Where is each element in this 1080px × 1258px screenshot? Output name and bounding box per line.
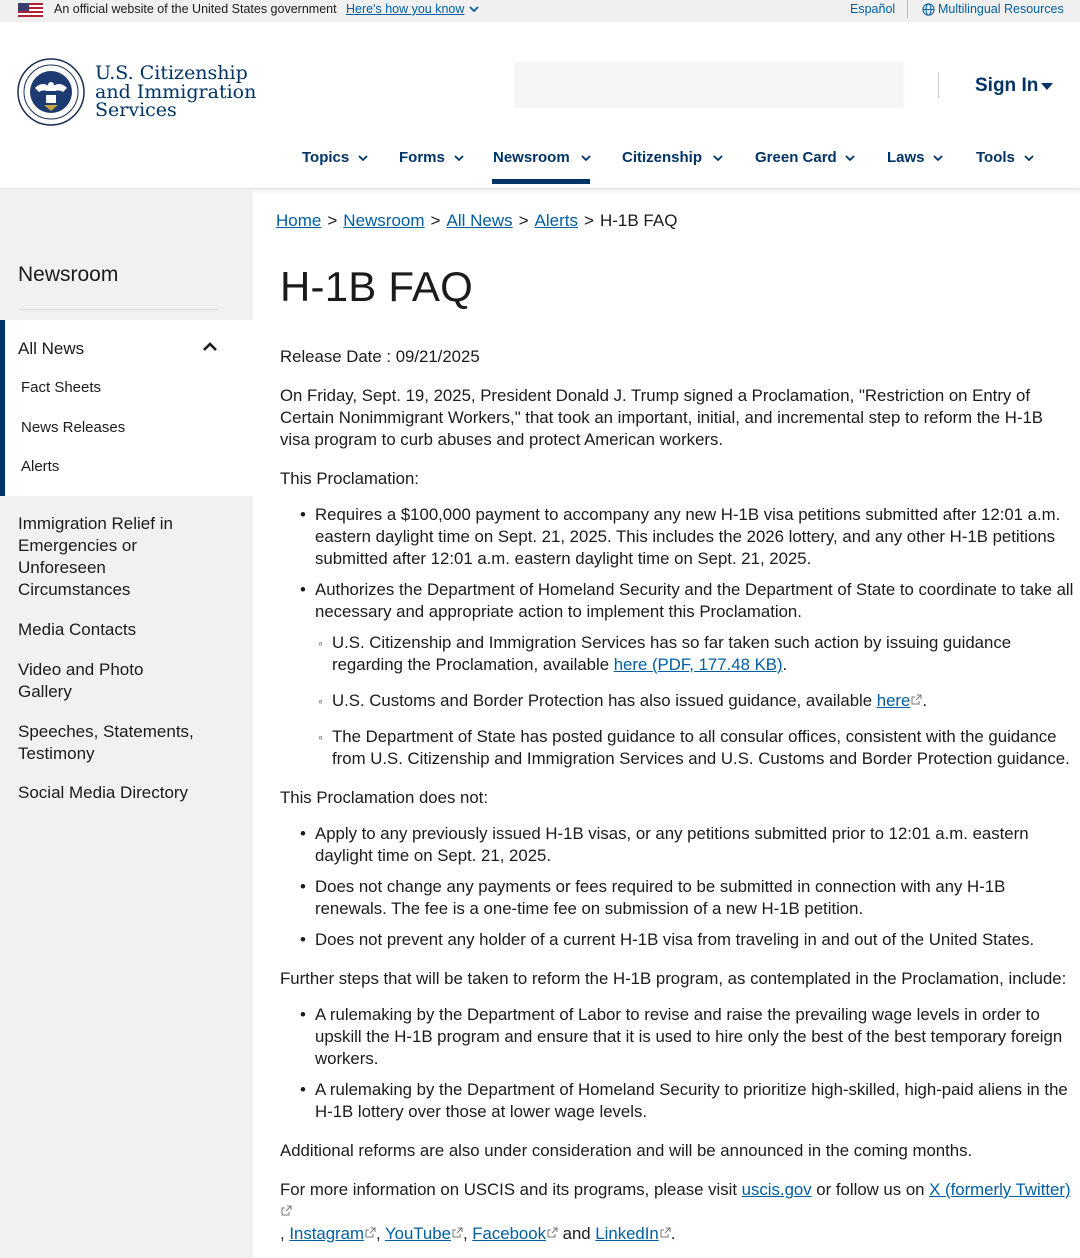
caret-down-icon[interactable] (1040, 82, 1054, 91)
nav-forms[interactable] (399, 149, 445, 185)
list-item: • Requires a $100,000 payment to accompany any new H-1B visa petitions submitted after 12:01 a.m. eastern daylight time on Sept. 21, 2025. This includes the 2026 lottery, and any other H-1B petitions submitted after 12:01 a.m. eastern daylight time on Sept. 21, 2025. (280, 504, 1075, 570)
chevron-up-icon[interactable] (202, 341, 218, 352)
sidebar-item-video-photo-gallery[interactable]: Video and Photo Gallery (18, 660, 144, 701)
banner-divider (907, 0, 908, 18)
sidebar-divider (18, 309, 218, 310)
nav-citizenship[interactable] (622, 149, 702, 185)
breadcrumb-separator: > (584, 211, 594, 230)
nav-tools[interactable] (976, 149, 1015, 185)
sidebar-title: Newsroom (18, 263, 119, 286)
instagram-link[interactable]: Instagram (289, 1224, 364, 1243)
further-steps-list (280, 1004, 1075, 1123)
release-date-value: 09/21/2025 (395, 347, 480, 366)
nav-label: Laws (887, 149, 925, 166)
chevron-down-icon (358, 155, 368, 162)
breadcrumb-separator: > (430, 211, 441, 230)
site-header (0, 22, 1080, 189)
breadcrumb (276, 211, 677, 231)
espanol-link[interactable]: Español (850, 2, 896, 16)
x-twitter-link[interactable]: X (formerly Twitter) (929, 1180, 1071, 1199)
list-item: • A rulemaking by the Department of Labor to revise and raise the prevailing wage levels in order to upskill the H-1B program and ensure that it is used to hire only the best of the best temporary foreign workers. (280, 1004, 1075, 1070)
nav-label: Green Card (755, 149, 837, 166)
sidebar-item-fact-sheets[interactable]: Fact Sheets (21, 379, 102, 396)
follow-text: or follow us on (811, 1180, 930, 1199)
cbp-guidance-link[interactable]: here (876, 691, 911, 710)
search-input[interactable] (514, 62, 904, 108)
chevron-down-icon (845, 155, 855, 162)
external-link-icon (660, 1227, 671, 1238)
gov-banner (0, 0, 1080, 22)
breadcrumb-separator: > (518, 211, 529, 230)
breadcrumb-separator: > (327, 211, 338, 230)
sub-list-item: ◦ U.S. Citizenship and Immigration Services has so far taken such action by issuing guidance regarding the Proclamation, available here (PDF, 177.48 KB). (315, 632, 1075, 676)
list-item: • A rulemaking by the Department of Homeland Security to prioritize high-skilled, high-paid aliens in the H-1B lottery over those at lower wage levels. (280, 1079, 1075, 1123)
sub-list-item: ◦ The Department of State has posted guidance to all consular offices, consistent with the guidance from U.S. Citizenship and Immigration Services and U.S. Customs and Border Protection guidance. (315, 726, 1075, 770)
us-flag-icon (18, 3, 43, 17)
list-item-text: Authorizes the Department of Homeland Security and the Department of State to coordinate to take all necessary and appropriate action to implement this Proclamation. (315, 580, 1074, 621)
official-website-text: An official website of the United States government (54, 2, 337, 16)
chevron-down-icon (1024, 155, 1034, 162)
sidebar-item-immigration-relief[interactable]: Immigration Relief in Emergencies or Unforeseen Circumstances (18, 514, 173, 599)
article-body (280, 346, 1075, 1258)
sub-item-text: U.S. Customs and Border Protection has also issued guidance, available (332, 691, 877, 710)
more-info-text: For more information on USCIS and its programs, please visit (280, 1180, 742, 1199)
external-link-icon (452, 1227, 463, 1238)
multilingual-resources-link[interactable]: Multilingual Resources (938, 2, 1064, 16)
chevron-down-icon (713, 155, 723, 162)
sub-list (315, 632, 1075, 770)
sidebar-item-alerts[interactable]: Alerts (21, 458, 60, 475)
release-date (280, 346, 1075, 368)
nav-label: Topics (302, 149, 350, 166)
nav-label: Tools (976, 149, 1015, 166)
nav-active-indicator (492, 179, 590, 184)
chevron-down-icon[interactable] (468, 4, 480, 14)
brand-line: and Immigration (95, 80, 257, 103)
chevron-down-icon (581, 155, 591, 162)
list-item: • Does not prevent any holder of a current H-1B visa from traveling in and out of the United States. (280, 929, 1075, 951)
chevron-down-icon (454, 155, 464, 162)
external-link-icon (281, 1205, 292, 1216)
additional-reforms-paragraph: Additional reforms are also under consideration and will be announced in the coming months. (280, 1141, 973, 1160)
facebook-link[interactable]: Facebook (472, 1224, 546, 1243)
sub-item-text: U.S. Citizenship and Immigration Services has so far taken such action by issuing guidance regarding the Proclamation, available (332, 633, 1012, 674)
nav-label: Forms (399, 149, 445, 166)
list-item: • Does not change any payments or fees required to be submitted in connection with any H-1B renewals. The fee is a one-time fee on submission of a new H-1B petition. (280, 876, 1075, 920)
nav-green-card[interactable] (755, 149, 837, 185)
breadcrumb-home[interactable]: Home (276, 211, 322, 230)
list-item: • Apply to any previously issued H-1B visas, or any petitions submitted prior to 12:01 a.m. eastern daylight time on Sept. 21, 2025. (280, 823, 1075, 867)
sidebar-item-all-news[interactable]: All News (18, 339, 85, 358)
sidebar-item-speeches[interactable]: Speeches, Statements, Testimony (18, 722, 194, 763)
proclamation-list (280, 504, 1075, 770)
page-title: H-1B FAQ (280, 263, 473, 310)
breadcrumb-current: H-1B FAQ (599, 211, 678, 230)
sidebar-item-media-contacts[interactable]: Media Contacts (18, 620, 137, 639)
section-heading: This Proclamation does not: (280, 788, 489, 807)
dhs-seal-logo[interactable] (17, 58, 85, 126)
nav-label: Citizenship (622, 149, 703, 166)
intro-paragraph: On Friday, Sept. 19, 2025, President Donald J. Trump signed a Proclamation, "Restriction on Entry of Certain Nonimmigrant Workers," that took an important, initial, and incremental step to reform the H-1B visa program to curb abuses and protect American workers. (280, 386, 1043, 449)
external-link-icon (547, 1227, 558, 1238)
header-divider (938, 72, 939, 98)
youtube-link[interactable]: YouTube (384, 1224, 451, 1243)
sign-in-button[interactable]: Sign In (975, 75, 1039, 96)
brand-line: Services (95, 99, 177, 121)
breadcrumb-alerts[interactable]: Alerts (534, 211, 579, 230)
sidebar-item-social-media-directory[interactable]: Social Media Directory (18, 783, 189, 802)
sidebar (0, 189, 253, 1258)
and-text: and (557, 1224, 596, 1243)
uscis-guidance-pdf-link[interactable]: here (PDF, 177.48 KB) (613, 655, 783, 674)
section-heading: This Proclamation: (280, 469, 419, 488)
does-not-list (280, 823, 1075, 951)
how-you-know-link[interactable]: Here's how you know (346, 2, 465, 16)
section-heading: Further steps that will be taken to reform the H-1B program, as contemplated in the Proclamation, include: (280, 969, 1067, 988)
sub-list-item: ◦ U.S. Customs and Border Protection has also issued guidance, available here . (315, 690, 1075, 712)
nav-label: Newsroom (493, 149, 570, 166)
external-link-icon (911, 694, 922, 705)
nav-topics[interactable] (302, 149, 349, 185)
brand-line: U.S. Citizenship (95, 62, 248, 84)
chevron-down-icon (933, 155, 943, 162)
release-date-label: Release Date : (280, 347, 392, 366)
main-navigation (0, 149, 1080, 189)
breadcrumb-all-news[interactable]: All News (446, 211, 513, 230)
external-link-icon (365, 1227, 376, 1238)
uscis-gov-link[interactable]: uscis.gov (741, 1180, 812, 1199)
nav-laws[interactable] (887, 149, 925, 185)
breadcrumb-newsroom[interactable]: Newsroom (343, 211, 425, 230)
linkedin-link[interactable]: LinkedIn (595, 1224, 659, 1243)
sidebar-item-news-releases[interactable]: News Releases (21, 419, 126, 436)
uscis-wordmark[interactable] (95, 64, 256, 120)
more-info-paragraph: For more information on USCIS and its programs, please visit uscis.gov or follow us on X (formerly Twitter) , Instagram , YouTube , Facebook and LinkedIn . (280, 1180, 1071, 1243)
globe-icon (922, 3, 935, 16)
list-item (280, 579, 1075, 770)
